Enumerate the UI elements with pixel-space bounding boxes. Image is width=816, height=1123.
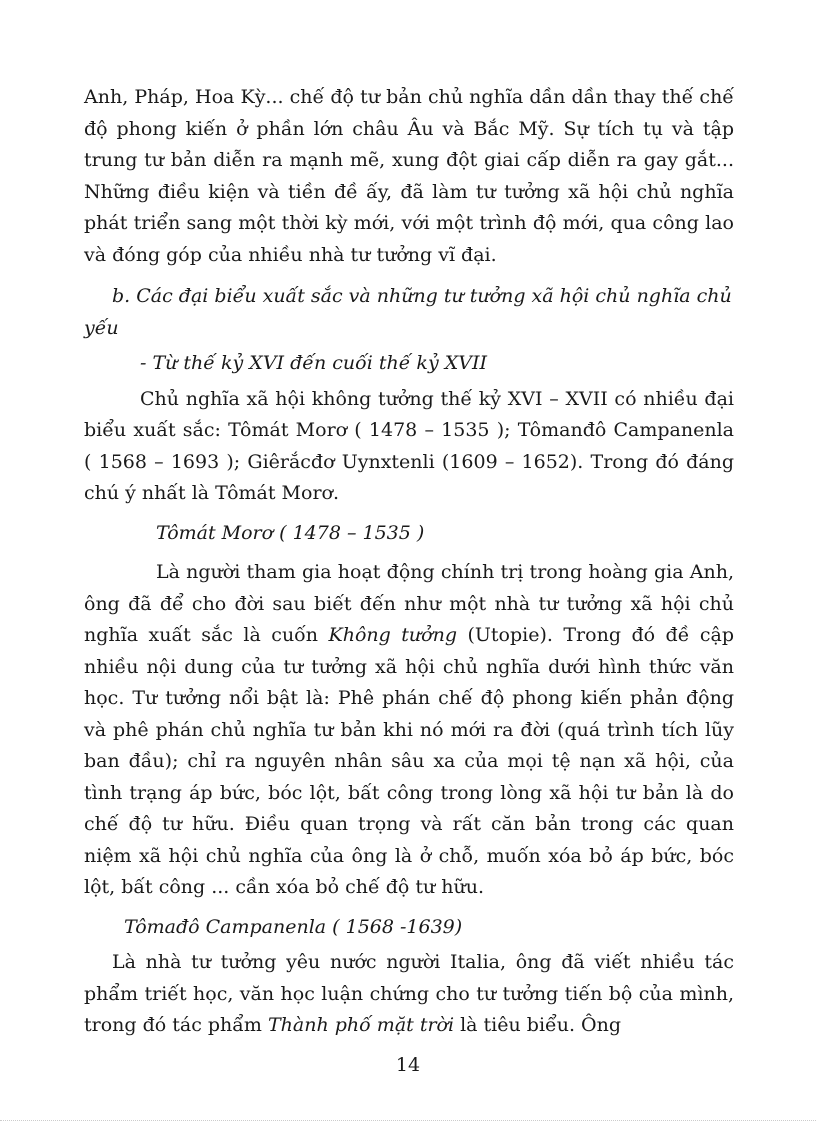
- footer-divider: [0, 1120, 816, 1121]
- page-number: 14: [395, 1054, 421, 1076]
- paragraph-thomas-more: [84, 557, 734, 904]
- text-segment: là tiêu biểu. Ông: [454, 1014, 621, 1036]
- book-title-city-of-sun: Thành phố mặt trời: [267, 1014, 455, 1036]
- text-segment: Là người tham gia hoạt động chính trị trong hoàng gia Anh, ông đã để cho đời sau biết đến như một nhà tư tưởng xã hội chủ nghĩa xuất sắc là cuốn: [84, 561, 734, 646]
- paragraph-intro: Anh, Pháp, Hoa Kỳ... chế độ tư bản chủ nghĩa dần dần thay thế chế độ phong kiến ở phần lớn châu Âu và Bắc Mỹ. Sự tích tụ và tập trung tư bản diễn ra mạnh mẽ, xung đột giai cấp diễn ra gay gắt... Những điều kiện và tiền đề ấy, đã làm tư tưởng xã hội chủ nghĩa phát triển sang một thời kỳ mới, với một trình độ mới, qua công lao và đóng góp của nhiều nhà tư tưởng vĩ đại.: [84, 86, 734, 266]
- heading-thomas-more: Tômát Morơ ( 1478 – 1535 ): [156, 521, 425, 544]
- paragraph-representatives: Chủ nghĩa xã hội không tưởng thế kỷ XVI – XVII có nhiều đại biểu xuất sắc: Tômát Morơ ( 1478 – 1535 ); Tômanđô Campanenla ( 1568 – 1693 ); Giêrắcđơ Uynxtenli (1609 – 1652). Trong đó đáng chú ý nhất là Tômát Morơ.: [84, 387, 734, 504]
- text-segment: Là nhà tư tưởng yêu nước người Italia, ông đã viết nhiều tác phẩm triết học, văn học luận chứng cho tư tưởng tiến bộ của mình, trong đó tác phẩm: [84, 951, 734, 1036]
- paragraph-campanella: [84, 947, 734, 1042]
- heading-campanella: Tômađô Campanenla ( 1568 -1639): [124, 915, 463, 938]
- page-body: [84, 82, 734, 1042]
- text-segment: (Utopie). Trong đó đề cập nhiều nội dung của tư tưởng xã hội chủ nghĩa dưới hình thức văn học. Tư tưởng nổi bật là: Phê phán chế độ phong kiến phản động và phê phán chủ nghĩa tư bản khi nó mới ra đời (quá trình tích lũy ban đầu); chỉ ra nguyên nhân sâu xa của mọi tệ nạn xã hội, của tình trạng áp bức, bóc lột, bất công trong lòng xã hội tư bản là do chế độ tư hữu. Điều quan trọng và rất căn bản trong các quan niệm xã hội chủ nghĩa của ông là ở chỗ, muốn xóa bỏ áp bức, bóc lột, bất công ... cần xóa bỏ chế độ tư hữu.: [84, 624, 734, 898]
- sub-heading-period: - Từ thế kỷ XVI đến cuối thế kỷ XVII: [140, 352, 487, 374]
- section-heading: b. Các đại biểu xuất sắc và những tư tưởng xã hội chủ nghĩa chủ yếu: [84, 285, 732, 339]
- book-title-utopia: Không tưởng: [328, 624, 457, 646]
